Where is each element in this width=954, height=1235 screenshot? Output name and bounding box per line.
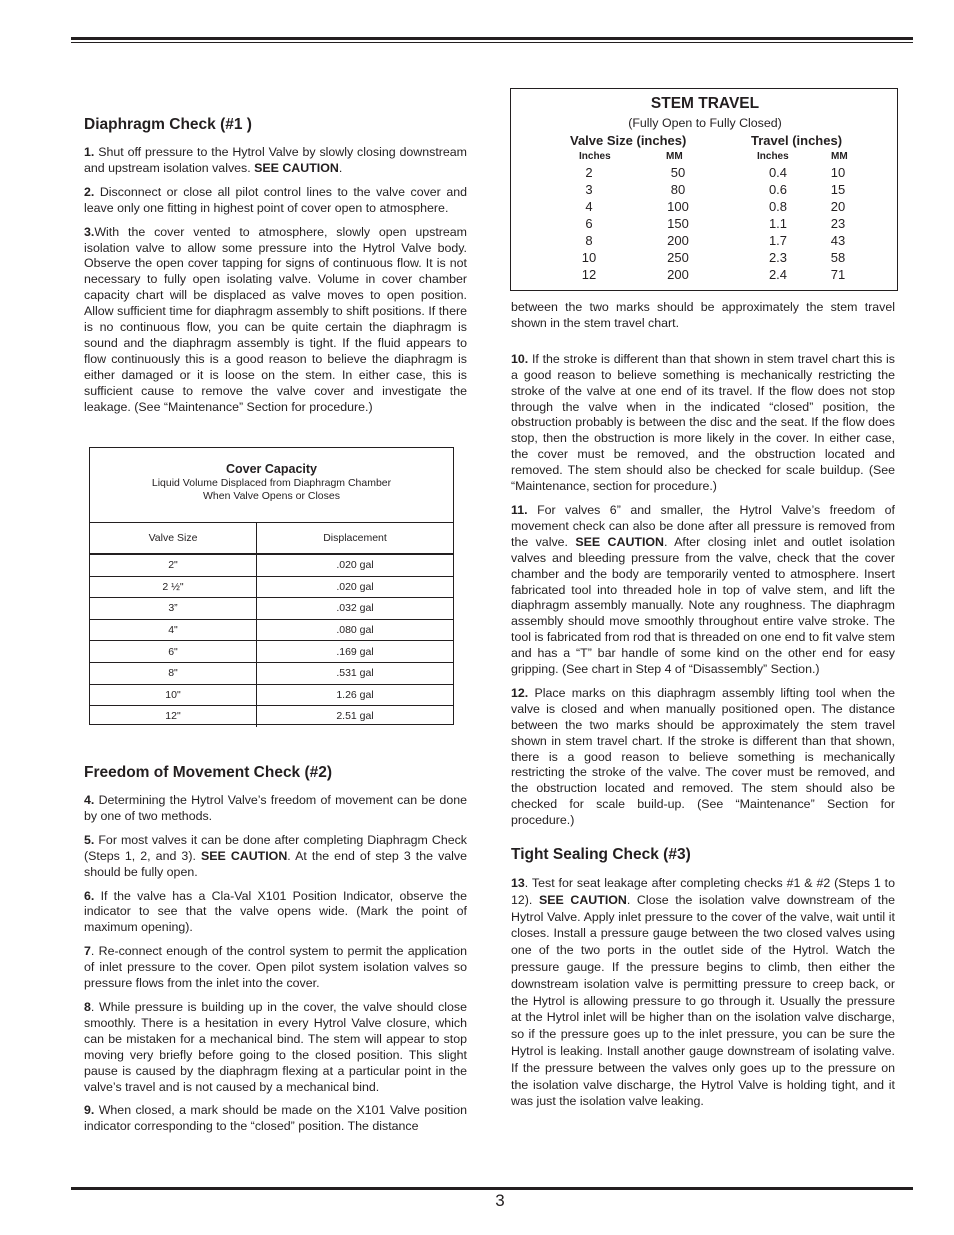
cell-disp: .020 gal (257, 554, 454, 576)
stem-travel-title: STEM TRAVEL (650, 95, 760, 112)
step-3: 3.With the cover vented to atmosphere, slowly open upstream isolation valve to allow some pressure into the Hytrol Valve body. Observe the open cover tapping for signs of continuous flow. It is not necessary to fully open isolating valve. Volume in cover chamber capacity chart will be displaced as valve moves to open position. Allow sufficient time for diaphragm assembly to shift positions. If there is no continuous flow, you can be quite certain the diaphragm is sound and the diaphragm assembly is tight. If the fluid appears to flow continuously this is a good reason to believe the diaphragm is either damaged or it is loose on the stem. In either case, this is sufficient cause to remove the valve cover and investigate the leakage. (See “Maintenance” Section for procedure.) (84, 224, 467, 414)
step-6: 6. If the valve has a Cla-Val X101 Position Indicator, observe the indicator to see that the valve opens wide. (Mark the point of maximum opening). (84, 888, 467, 935)
bottom-rule (71, 1187, 913, 1190)
cell: 0.4 (768, 165, 788, 180)
step-11: 11. For valves 6” and smaller, the Hytrol Valve’s freedom of movement check can also be done after all pressure is removed from the valve. SEE CAUTION. After closing inlet and outlet isolation valves and bleeding pressure from the valve, check that the cover chamber and the body are temporarily vented to atmosphere. Insert fabricated tool into threaded hole in top of valve stem, and lift the diaphragm assembly manually. Note any roughness. The diaphragm assembly should move smoothly throughout entire valve stroke. The tool is fabricated from rod that is threaded on one end to fit valve stem and has a “T” bar handle of some kind on the other end for easy gripping. (See chart in Step 4 of “Disassembly” Section.) (511, 502, 895, 677)
table-row (511, 233, 899, 250)
cell: 1.7 (768, 233, 788, 248)
step-5: 5. For most valves it can be done after completing Diaphragm Check (Steps 1, 2, and 3). SEE CAUTION. At the end of step 3 the valve should be fully open. (84, 832, 467, 879)
cell: 23 (830, 216, 846, 231)
cover-capacity-header (90, 448, 453, 523)
cell: 200 (667, 267, 689, 282)
top-rule (71, 37, 913, 43)
step-4: 4. Determining the Hytrol Valve’s freedom of movement can be done by one of two methods. (84, 793, 467, 823)
cell-size: 10" (90, 684, 257, 706)
table-row (90, 706, 453, 727)
cell: 100 (667, 199, 689, 214)
cell: 2.3 (768, 250, 788, 265)
cover-capacity-title: Cover Capacity (225, 462, 317, 476)
cover-capacity-table (89, 447, 454, 725)
table-row (511, 182, 899, 199)
cell: 43 (830, 233, 846, 248)
step-13: 13. Test for seat leakage after completing checks #1 & #2 (Steps 1 to 12). SEE CAUTION. Close the isolation valve downstream of the Hytrol Valve. Apply inlet pressure to the cover of the valve, wait until it closes. Install a pressure gauge between the two closed valves using one of the two ports in the outlet side of the Hytrol. Watch the pressure gauge. If the pressure begins to climb, then either the downstream isolation valve is permitting pressure to creep back, or the Hytrol is allowing pressure to go through it. Usually the pressure at the Hytrol inlet will be higher than on the isolation valve discharge, so if the pressure goes up to the inlet pressure, you can be sure the Hytrol is leaking. Install another gauge downstream of isolating valve. If the pressure between the valves only goes up to the pressure on the isolation valve discharge, the Hytrol Valve is holding tight, and it was just the isolation valve leaking. (511, 876, 895, 1109)
column-header-valve-size: Valve Size (90, 523, 257, 554)
cell: 71 (830, 267, 846, 282)
cover-capacity-subtitle-2: When Valve Opens or Closes (203, 490, 340, 502)
column-header-displacement: Displacement (323, 532, 387, 544)
cell-size: 8" (90, 662, 257, 684)
step-8: 8. While pressure is building up in the cover, the valve should close smoothly. There is a hesitation in every Hytrol Valve closure, which can be mistaken for a mechanical bind. The stem will appear to stop moving very briefly before going to the closed position. This slight pause is caused by the diaphragm flexing at a particular point in the valve’s travel and is not caused by a mechanical bind. (84, 999, 467, 1094)
cell: 10 (830, 165, 846, 180)
table-row (511, 216, 899, 233)
unit-mm: MM (831, 151, 848, 162)
left-column-bottom (84, 764, 467, 1143)
stem-travel-table (510, 88, 898, 291)
cell: 3 (585, 182, 593, 197)
cell-size: 2" (90, 554, 257, 576)
cell: 58 (830, 250, 846, 265)
cell: 12 (581, 267, 597, 282)
header-valve-size: Valve Size (inches) (570, 133, 687, 148)
unit-mm: MM (666, 151, 683, 162)
cell-disp: .020 gal (257, 576, 454, 598)
table-row (90, 598, 453, 620)
table-row (511, 199, 899, 216)
cell-disp: 2.51 gal (257, 706, 454, 727)
table-row (90, 684, 453, 706)
stem-travel-subtitle: (Fully Open to Fully Closed) (628, 116, 782, 130)
step-2: 2. Disconnect or close all pilot control lines to the valve cover and leave only one fitting in highest point of cover open to atmosphere. (84, 184, 467, 215)
cell: 1.1 (768, 216, 788, 231)
cell: 15 (830, 182, 846, 197)
unit-inches: Inches (757, 151, 789, 162)
cell: 50 (670, 165, 686, 180)
cell-size: 12" (90, 706, 257, 727)
freedom-of-movement-heading: Freedom of Movement Check (#2) (84, 764, 333, 781)
cell: 150 (667, 216, 689, 231)
cell: 20 (830, 199, 846, 214)
table-row (90, 554, 453, 576)
left-column-top (84, 116, 467, 424)
cell: 0.6 (768, 182, 788, 197)
cell-disp: .169 gal (257, 641, 454, 663)
table-row (511, 165, 899, 182)
cover-capacity-grid (90, 523, 453, 727)
diaphragm-check-heading: Diaphragm Check (#1 ) (84, 116, 252, 133)
table-row (90, 576, 453, 598)
table-row (90, 641, 453, 663)
step-9: 9. When closed, a mark should be made on the X101 Valve position indicator corresponding to the “closed” position. The distance (84, 1103, 467, 1134)
cell-size: 2 ½" (90, 576, 257, 598)
table-header-row (90, 523, 453, 554)
cover-capacity-subtitle-1: Liquid Volume Displaced from Diaphragm Chamber (151, 477, 392, 489)
cell: 0.8 (768, 199, 788, 214)
cell-size: 4" (90, 619, 257, 641)
cell-disp: 1.26 gal (257, 684, 454, 706)
table-row (511, 250, 899, 267)
right-column (511, 300, 895, 1118)
cell: 4 (585, 199, 593, 214)
unit-inches: Inches (579, 151, 611, 162)
step-12: 12. Place marks on this diaphragm assembly lifting tool when the valve is closed and when manually positioned open. The distance between the two marks should be approximately the stem travel shown in stem travel chart. If the stroke is different than that shown, there is a good reason to believe something is mechanically restricting the stroke of the valve. The cover must be removed, and the obstruction located and removed. The stem should also be checked for scale build-up. (See “Maintenance” Section for procedure.) (511, 685, 895, 828)
step-9-continued: between the two marks should be approximately the stem travel shown in the stem travel chart. (511, 300, 895, 330)
cell-size: 6" (90, 641, 257, 663)
cell-size: 3” (90, 598, 257, 620)
cell: 2.4 (768, 267, 788, 282)
cell-disp: .080 gal (257, 619, 454, 641)
step-1: 1. Shut off pressure to the Hytrol Valve by slowly closing downstream and upstream isolation valves. SEE CAUTION. (84, 145, 467, 175)
table-row (511, 267, 899, 284)
cell: 8 (585, 233, 593, 248)
cell-disp: .032 gal (257, 598, 454, 620)
tight-sealing-heading: Tight Sealing Check (#3) (511, 846, 691, 864)
cell: 200 (667, 233, 689, 248)
step-7: 7. Re-connect enough of the control system to permit the application of inlet pressure to the cover. Open pilot system isolation valves so pressure flows from the inlet into the cover. (84, 944, 467, 991)
stem-travel-rows (511, 165, 899, 284)
table-row (90, 619, 453, 641)
cell: 10 (581, 250, 597, 265)
step-10: 10. If the stroke is different than that shown in stem travel chart this is a good reason to believe something is mechanically restricting the stroke of the valve at one end of its travel. If the flow does not stop through the valve when in the indicated “closed” position, the obstruction probably is between the disc and the seat. If the flow does stop, then the obstruction is more likely in the cover. In either case, the cover must be removed, and the obstruction located and removed. The stem should also be checked for scale buildup. (See “Maintenance, section for procedure.) (511, 351, 895, 494)
page-number: 3 (495, 1191, 505, 1210)
header-travel: Travel (inches) (751, 133, 843, 148)
cell: 6 (585, 216, 593, 231)
cell: 250 (667, 250, 689, 265)
table-row (90, 662, 453, 684)
cell: 2 (585, 165, 593, 180)
cell-disp: .531 gal (257, 662, 454, 684)
cell: 80 (670, 182, 686, 197)
